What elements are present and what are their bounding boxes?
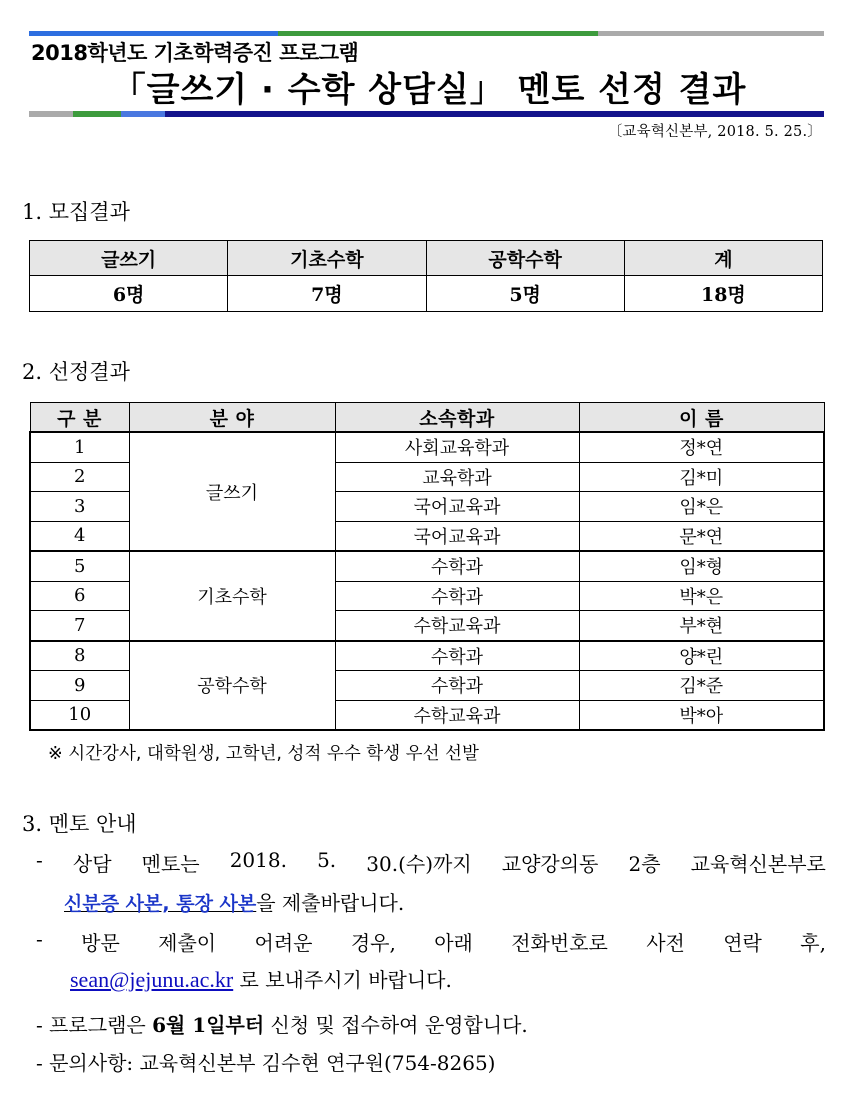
name-cell: 임*은 (579, 492, 824, 522)
word: 사전 (646, 931, 685, 955)
row-number: 2 (30, 462, 129, 492)
word: 2018. (229, 848, 287, 872)
row-number: 1 (30, 432, 129, 462)
program-start-date: 6월 1일부터 (152, 1013, 265, 1037)
dept-cell: 사회교육학과 (335, 432, 579, 462)
section-1-heading: 1. 모집결과 (22, 200, 130, 224)
table-row (30, 641, 824, 671)
word: 30.(수)까지 (366, 852, 472, 876)
bottom-color-bar (29, 111, 824, 117)
top-color-bar (29, 31, 824, 36)
word: 아래 (434, 931, 473, 955)
word: 후, (800, 931, 826, 955)
top-bar-green (278, 31, 598, 36)
dept-cell: 수학과 (335, 641, 579, 671)
word: - (36, 848, 43, 872)
word: 상담 (72, 852, 112, 876)
total-cell: 18명 (624, 276, 822, 312)
bottom-bar-blue (121, 111, 165, 117)
dept-cell: 수학교육과 (335, 700, 579, 730)
header-cell: 계 (624, 241, 822, 276)
top-bar-blue (29, 31, 278, 36)
name-cell: 임*형 (579, 551, 824, 581)
field-cell: 공학수학 (129, 641, 335, 731)
mentor-guide-item-2-line-1 (36, 927, 826, 956)
bottom-bar-green (73, 111, 121, 117)
dept-cell: 교육학과 (335, 462, 579, 492)
word: 2층 (628, 852, 661, 876)
dept-cell: 수학교육과 (335, 611, 579, 641)
word: 교육혁신본부로 (690, 852, 826, 876)
mentor-guide-item-3 (36, 1009, 528, 1038)
email-instruction: 로 보내주시기 바랍니다. (233, 968, 452, 992)
name-cell: 정*연 (579, 432, 824, 462)
row-number: 6 (30, 581, 129, 611)
contact-email-link[interactable]: sean@jejunu.ac.kr (70, 967, 234, 992)
word: 경우, (350, 931, 396, 955)
mentor-guide-item-2-line-2 (70, 964, 452, 993)
table-header-row (30, 241, 823, 276)
header-cell: 공학수학 (426, 241, 624, 276)
name-cell: 김*준 (579, 671, 824, 701)
word: 교양강의동 (501, 852, 599, 876)
word: 전화번호로 (511, 931, 608, 955)
program-start-prefix: - 프로그램은 (36, 1013, 153, 1037)
bottom-bar-navy (165, 111, 824, 117)
mentor-guide-item-4-contact: - 문의사항: 교육혁신본부 김수현 연구원(754-8265) (36, 1051, 496, 1075)
name-cell: 김*미 (579, 462, 824, 492)
recruitment-results-table (29, 240, 823, 312)
row-number: 3 (30, 492, 129, 522)
row-number: 4 (30, 521, 129, 551)
mentor-guide-item-1-line-2 (64, 887, 404, 916)
word: 5. (317, 848, 337, 872)
count-cell: 6명 (30, 276, 228, 312)
name-cell: 양*린 (579, 641, 824, 671)
top-bar-gray (598, 31, 824, 36)
name-cell: 박*은 (579, 581, 824, 611)
table-header-row (30, 403, 824, 433)
header-cell-no: 구 분 (30, 403, 129, 433)
table-row (30, 551, 824, 581)
word: - (36, 927, 43, 951)
dept-cell: 수학과 (335, 581, 579, 611)
header-cell-name: 이 름 (579, 403, 824, 433)
field-cell: 기초수학 (129, 551, 335, 641)
header-cell-dept: 소속학과 (335, 403, 579, 433)
selection-note: ※ 시간강사, 대학원생, 고학년, 성적 우수 학생 우선 선발 (48, 744, 479, 764)
program-start-suffix: 신청 및 접수하여 운영합니다. (264, 1013, 528, 1037)
document-subtitle: 2018학년도 기초학력증진 프로그램 (31, 41, 359, 65)
row-number: 5 (30, 551, 129, 581)
section-2-heading: 2. 선정결과 (22, 360, 130, 384)
row-number: 7 (30, 611, 129, 641)
dept-cell: 국어교육과 (335, 521, 579, 551)
required-documents-highlight: 신분증 사본, 통장 사본 (64, 893, 257, 915)
section-3-heading: 3. 멘토 안내 (22, 812, 137, 836)
table-row (30, 432, 824, 462)
dept-cell: 수학과 (335, 551, 579, 581)
selection-results-table (29, 402, 825, 731)
dept-cell: 수학과 (335, 671, 579, 701)
table-row (30, 276, 823, 312)
row-number: 8 (30, 641, 129, 671)
header-cell: 기초수학 (228, 241, 426, 276)
count-cell: 5명 (426, 276, 624, 312)
bottom-bar-gray (29, 111, 73, 117)
name-cell: 박*아 (579, 700, 824, 730)
mentor-guide-item-1-line-1 (36, 848, 826, 877)
word: 방문 (81, 931, 120, 955)
row-number: 9 (30, 671, 129, 701)
submit-instruction: 을 제출바랍니다. (256, 891, 405, 915)
header-cell-field: 분 야 (129, 403, 335, 433)
word: 제출이 (158, 931, 217, 955)
header-cell: 글쓰기 (30, 241, 228, 276)
word: 어려운 (254, 931, 313, 955)
row-number: 10 (30, 700, 129, 730)
name-cell: 부*현 (579, 611, 824, 641)
count-cell: 7명 (228, 276, 426, 312)
word: 멘토는 (141, 852, 200, 876)
dept-cell: 국어교육과 (335, 492, 579, 522)
name-cell: 문*연 (579, 521, 824, 551)
field-cell: 글쓰기 (129, 432, 335, 551)
word: 연락 (723, 931, 762, 955)
issuer-date: 〔교육혁신본부, 2018. 5. 25.〕 (607, 124, 822, 140)
document-title: 「글쓰기 · 수학 상담실」 멘토 선정 결과 (111, 70, 747, 110)
